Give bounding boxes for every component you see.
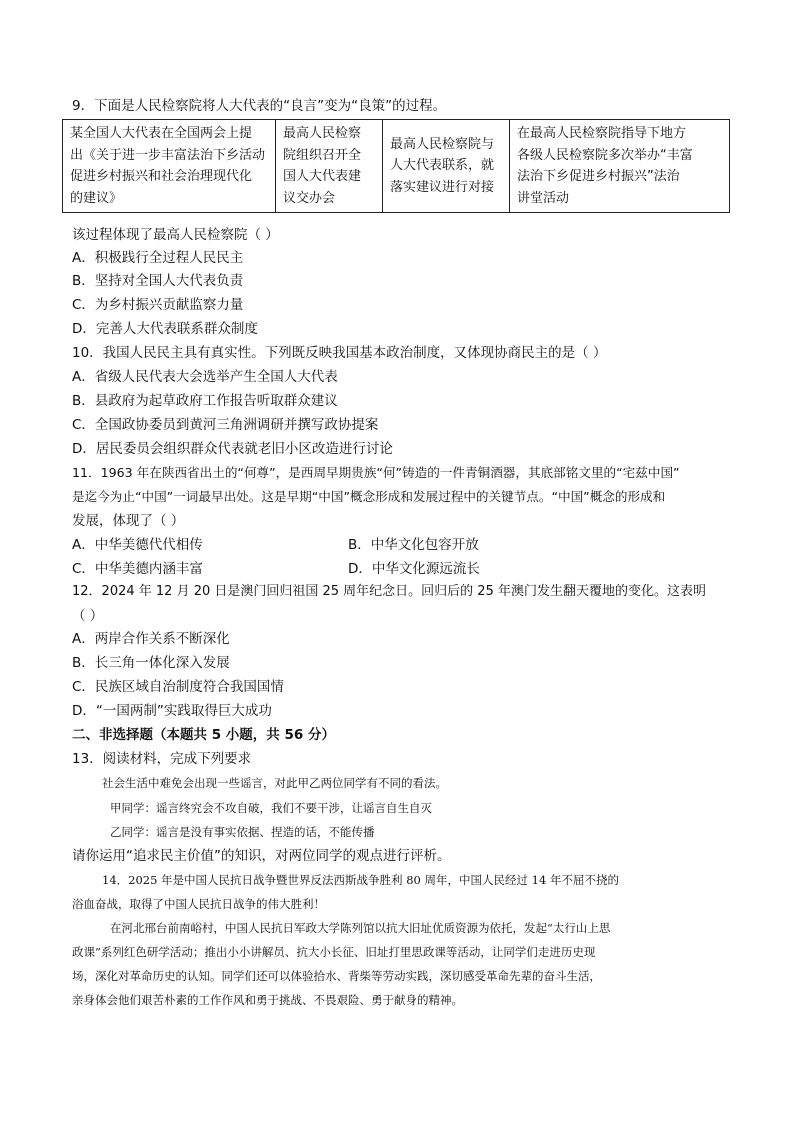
- q14-line: 政课”系列红色研学活动；推出小小讲解员、抗大小长征、旧址打里思政课等活动，让同学们走进历史现: [72, 945, 596, 959]
- process-step-1: [63, 120, 276, 213]
- q14-line: 浴血奋战，取得了中国人民抗日战争的伟大胜利！: [72, 897, 325, 911]
- table-cell-line: 最高人民检察: [283, 126, 362, 141]
- q9-question: 该过程体现了最高人民检察院（ ）: [72, 227, 279, 243]
- q14-line: 在河北邢台前南峪村，中国人民抗日军政大学陈列馆以抗大旧址优质资源为依托，发起“太行山上思: [110, 921, 611, 935]
- q12-stem-line: 12．2024 年 12 月 20 日是澳门回归祖国 25 周年纪念日。回归后的 25 年澳门发生翻天覆地的变化。这表明: [72, 584, 706, 599]
- table-cell-line: 促进乡村振兴和社会治理现代化: [70, 169, 253, 184]
- q13-material-line: 乙同学：谣言是没有事实依据、捏造的话，不能传播: [110, 825, 375, 839]
- q13-ask: 请你运用“追求民主价值”的知识，对两位同学的观点进行评析。: [72, 848, 451, 864]
- process-step-4: [510, 120, 730, 213]
- table-cell-line: 最高人民检察院与: [390, 136, 495, 152]
- q9-option-d[interactable]: D．完善人大代表联系群众制度: [72, 321, 258, 337]
- q13-material-line: 甲同学：谣言终究会不攻自破，我们不要干涉，让谣言自生自灭: [110, 801, 432, 815]
- q9-option-b[interactable]: B．坚持对全国人大代表负责: [72, 273, 244, 289]
- q12-stem-line: （ ）: [72, 608, 104, 624]
- q10-option-a[interactable]: A．省级人民代表大会选举产生全国人大代表: [72, 369, 338, 385]
- table-cell-line: 议交办会: [283, 190, 336, 206]
- table-cell-line: 各级人民检察院多次举办“丰富: [517, 147, 693, 163]
- q11-stem-line: 是迄今为止“中国”一词最早出处。这是早期“中国”概念形成和发展过程中的关键节点。“中国”概念的形成和: [72, 489, 666, 504]
- q11-option-c[interactable]: C．中华美德内涵丰富: [72, 561, 203, 577]
- table-cell-line: 出《关于进一步丰富法治下乡活动: [70, 147, 266, 163]
- table-cell-line: 国人大代表建: [283, 169, 362, 184]
- q10-option-c[interactable]: C．全国政协委员到黄河三角洲调研并撰写政协提案: [72, 417, 379, 433]
- table-cell-line: 法治下乡促进乡村振兴”法治: [517, 169, 680, 184]
- q10-stem: 10．我国人民民主具有真实性。下列既反映我国基本政治制度，又体现协商民主的是（ ）: [72, 345, 607, 361]
- q14-line: 亲身体会他们艰苦朴素的工作作风和勇于挑战、不畏艰险、勇于献身的精神。: [72, 993, 463, 1007]
- q9-option-a[interactable]: A．积极践行全过程人民民主: [72, 250, 244, 266]
- q13-stem: 13．阅读材料，完成下列要求: [72, 751, 252, 767]
- q11-option-b[interactable]: B．中华文化包容开放: [348, 537, 479, 553]
- q12-option-c[interactable]: C．民族区域自治制度符合我国国情: [72, 679, 284, 695]
- q12-option-d[interactable]: D．“一国两制”实践取得巨大成功: [72, 703, 272, 719]
- table-cell-line: 的建议》: [70, 190, 123, 206]
- table-cell-line: 人大代表联系，就: [390, 158, 495, 174]
- process-step-2: [276, 120, 383, 213]
- table-cell-line: 落实建议进行对接: [390, 179, 495, 195]
- process-row: [63, 120, 730, 213]
- process-table: [62, 119, 730, 213]
- table-cell-line: 院组织召开全: [283, 147, 362, 163]
- q12-option-a[interactable]: A．两岸合作关系不断深化: [72, 631, 230, 647]
- q12-option-b[interactable]: B．长三角一体化深入发展: [72, 655, 230, 671]
- q14-line: 14．2025 年是中国人民抗日战争暨世界反法西斯战争胜利 80 周年，中国人民经过 14 年不屈不挠的: [102, 873, 619, 887]
- table-cell-line: 某全国人大代表在全国两会上提: [70, 126, 253, 141]
- table-cell-line: 在最高人民检察院指导下地方: [517, 126, 687, 141]
- process-step-3: [383, 120, 510, 213]
- q11-stem-line: 11．1963 年在陕西省出土的“何尊”，是西周早期贵族“何”铸造的一件青铜酒器，其底部铭文里的“宅兹中国”: [72, 465, 680, 480]
- q10-option-d[interactable]: D．居民委员会组织群众代表就老旧小区改造进行讨论: [72, 441, 393, 457]
- q9-option-c[interactable]: C．为乡村振兴贡献监察力量: [72, 297, 244, 313]
- q11-option-a[interactable]: A．中华美德代代相传: [72, 537, 203, 553]
- section-heading: 二、非选择题（本题共 5 小题，共 56 分）: [72, 727, 335, 743]
- q9-stem: 9．下面是人民检察院将人大代表的“良言”变为“良策”的过程。: [72, 98, 447, 114]
- q11-stem-line: 发展，体现了（ ）: [72, 513, 185, 529]
- q11-option-d[interactable]: D．中华文化源远流长: [348, 561, 480, 577]
- q14-line: 场，深化对革命历史的认知。同学们还可以体验拾水、背柴等劳动实践，深切感受革命先辈的奋斗生活，: [72, 969, 601, 983]
- q13-material-line: 社会生活中难免会出现一些谣言，对此甲乙两位同学有不同的看法。: [102, 776, 447, 790]
- table-cell-line: 讲堂活动: [517, 190, 570, 206]
- q10-option-b[interactable]: B．县政府为起草政府工作报告听取群众建议: [72, 393, 338, 409]
